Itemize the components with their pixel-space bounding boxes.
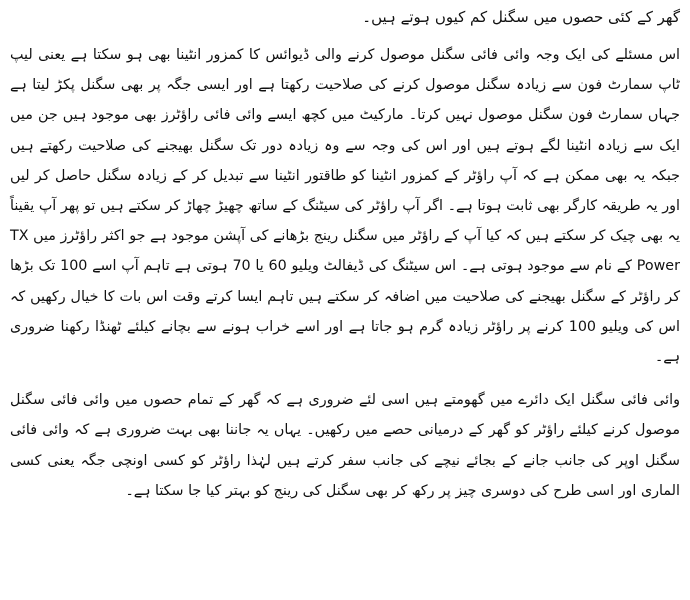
paragraph-router-placement: وائی فائی سگنل ایک دائرے میں گھومتے ہیں اسی لئے ضروری ہے کہ گھر کے تمام حصوں میں وائی فائی سگنل موصول کرنے کیلئے راؤٹر کو گھر کے درمیانی حصے میں رکھیں۔ یہاں یہ جاننا بھی بہت ضروری ہے کہ وائی فائی سگنل اوپر کی جانب جانے کے بجائے نیچے کی جانب سفر کرتے ہیں لہٰذا راؤٹر کو کسی اونچی جگہ یعنی کسی الماری اور اسی طرح کی دوسری چیز پر رکھ کر بھی سگنل کی رینج کو بہتر کیا جا سکتا ہے۔ <box>10 392 680 499</box>
section-heading: گھر کے کئی حصوں میں سگنل کم کیوں ہوتے ہیں۔ <box>362 8 680 26</box>
paragraph-router-antenna: اس مسئلے کی ایک وجہ وائی فائی سگنل موصول کرنے والی ڈیوائس کا کمزور انٹینا بھی ہو سکتا ہے یعنی لیپ ٹاپ سمارٹ فون سے زیادہ سگنل موصول کرنے کی صلاحیت رکھتا ہے اور ایسی جگہ پر بھی سگنل پکڑ لیتا ہے جہاں سمارٹ فون سگنل موصول نہیں کرتا۔ مارکیٹ میں کچھ ایسے وائی فائی راؤٹرز بھی موجود ہیں جن میں ایک سے زیادہ انٹینا لگے ہوتے ہیں اور اس کی وجہ سے وہ زیادہ دور تک سگنل بھیجنے کی صلاحیت رکھتے ہیں جبکہ یہ بھی ممکن ہے کہ آپ راؤٹر کے کمزور انٹینا کو طاقتور انٹینا سے تبدیل کر کے زیادہ سگنل حاصل کر لیں اور یہ طریقہ کارگر بھی ثابت ہوتا ہے۔ اگر آپ راؤٹر کی سیٹنگ کے ساتھ چھیڑ چھاڑ کر سکتے ہیں تو پھر آپ یقیناً یہ بھی چیک کر سکتے ہیں کہ کیا آپ کے راؤٹر میں سگنل رینج بڑھانے کی آپشن موجود ہے جو اکثر راؤٹرز میں TX Power کے نام سے موجود ہوتی ہے۔ اس سیٹنگ کی ڈیفالٹ ویلیو 60 یا 70 ہوتی ہے تاہم آپ اسے 100 تک بڑھا کر راؤٹر کے سگنل بھیجنے کی صلاحیت میں اضافہ کر سکتے ہیں تاہم ایسا کرتے وقت اس بات کا خیال رکھیں کہ اس کی ویلیو 100 کرنے پر راؤٹر زیادہ گرم ہو جاتا ہے اور اسے خراب ہونے سے بچانے کیلئے ٹھنڈا رکھنا ضروری ہے۔ <box>10 47 680 366</box>
article <box>6 4 684 596</box>
